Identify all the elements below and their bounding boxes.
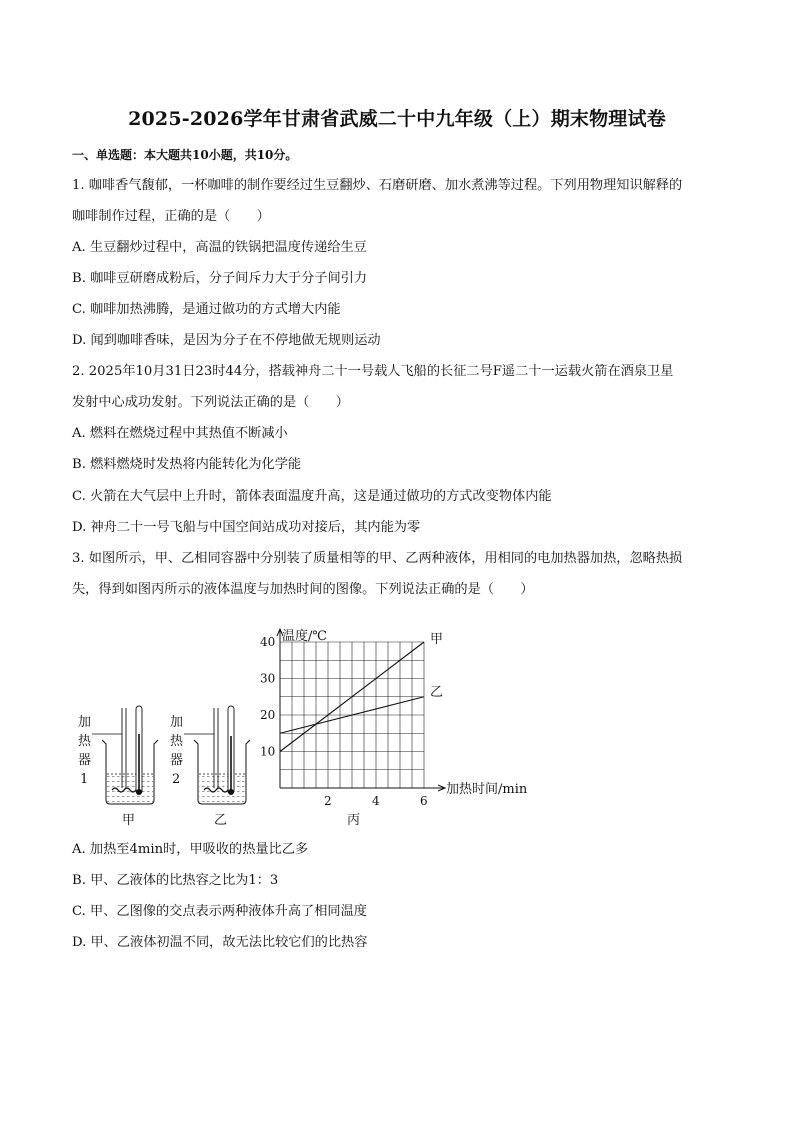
q1-option-d: D. 闻到咖啡香味，是因为分子在不停地做无规则运动 (72, 333, 381, 348)
beaker1-caption: 甲 (122, 813, 136, 828)
q1-stem-line2: 咖啡制作过程，正确的是（ ） (72, 209, 270, 224)
y-tick-label: 10 (260, 744, 276, 759)
q3-stem-line2: 失，得到如图丙所示的液体温度与加热时间的图像。下列说法正确的是（ ） (72, 582, 534, 597)
beaker2-caption: 乙 (214, 813, 228, 828)
q2-option-b: B. 燃料燃烧时发热将内能转化为化学能 (72, 457, 302, 472)
heater2-label-char: 2 (172, 772, 181, 787)
q2-option-d: D. 神舟二十一号飞船与中国空间站成功对接后，其内能为零 (72, 520, 421, 535)
x-tick-label: 4 (372, 794, 380, 808)
heater2-label-char: 热 (170, 734, 184, 749)
q2-option-c: C. 火箭在大气层中上升时，箭体表面温度升高，这是通过做功的方式改变物体内能 (72, 489, 552, 504)
x-tick-label: 2 (324, 794, 332, 808)
heater1-label-char: 加 (78, 715, 92, 730)
q3-option-d: D. 甲、乙液体初温不同，故无法比较它们的比热容 (72, 935, 368, 950)
heater2-label-char: 加 (170, 715, 184, 730)
q1-stem-line1: 1. 咖啡香气馥郁，一杯咖啡的制作要经过生豆翻炒、石磨研磨、加水煮沸等过程。下列用物理知识解释的 (72, 178, 683, 193)
heater2-label-char: 器 (170, 753, 184, 768)
y-axis-label: 温度/℃ (282, 629, 327, 644)
heater2-label (170, 714, 184, 787)
y-tick-label: 30 (260, 671, 276, 686)
x-tick-label: 6 (420, 794, 428, 808)
thermometer1-bulb (136, 789, 142, 795)
heater1-label-char: 1 (80, 772, 89, 787)
q1-option-c: C. 咖啡加热沸腾，是通过做功的方式增大内能 (72, 302, 341, 317)
page-title: 2025-2026学年甘肃省武威二十中九年级（上）期末物理试卷 (128, 108, 666, 130)
q3-figure-svg (72, 624, 552, 834)
graph-caption: 丙 (347, 813, 361, 828)
graph-axes (277, 629, 445, 791)
q3-stem-line1: 3. 如图所示，甲、乙相同容器中分别装了质量相等的甲、乙两种液体，用相同的电加热器加热，忽略热损 (72, 551, 683, 566)
graph-ticks (260, 635, 428, 808)
q1-option-a: A. 生豆翻炒过程中，高温的铁锅把温度传递给生豆 (72, 240, 367, 255)
thermometer2-bulb (228, 789, 234, 795)
beaker1 (102, 706, 158, 804)
temperature-time-graph (260, 628, 528, 808)
q2-option-a: A. 燃料在燃烧过程中其热值不断减小 (72, 426, 288, 441)
section-heading: 一、单选题：本大题共10小题，共10分。 (72, 148, 298, 162)
heater1-label-char: 器 (78, 753, 92, 768)
q3-figure (72, 624, 552, 834)
q2-stem-line1: 2. 2025年10月31日23时44分，搭载神舟二十一号载人飞船的长征二号F遥二十一运载火箭在酒泉卫星 (72, 364, 674, 379)
x-axis-label: 加热时间/min (446, 782, 528, 797)
q3-option-c: C. 甲、乙图像的交点表示两种液体升高了相同温度 (72, 904, 367, 919)
q2-stem-line2: 发射中心成功发射。下列说法正确的是（ ） (72, 395, 349, 410)
beaker2 (194, 706, 250, 804)
q3-option-b: B. 甲、乙液体的比热容之比为1：3 (72, 873, 279, 888)
y-tick-label: 40 (260, 635, 276, 649)
heater1-label-char: 热 (78, 734, 92, 749)
series-label-jia: 甲 (430, 632, 444, 647)
y-tick-label: 20 (260, 708, 276, 722)
q1-option-b: B. 咖啡豆研磨成粉后，分子间斥力大于分子间引力 (72, 271, 368, 286)
heater1-label (78, 714, 92, 787)
q3-option-a: A. 加热至4min时，甲吸收的热量比乙多 (72, 842, 309, 857)
series-label-yi: 乙 (430, 684, 444, 700)
